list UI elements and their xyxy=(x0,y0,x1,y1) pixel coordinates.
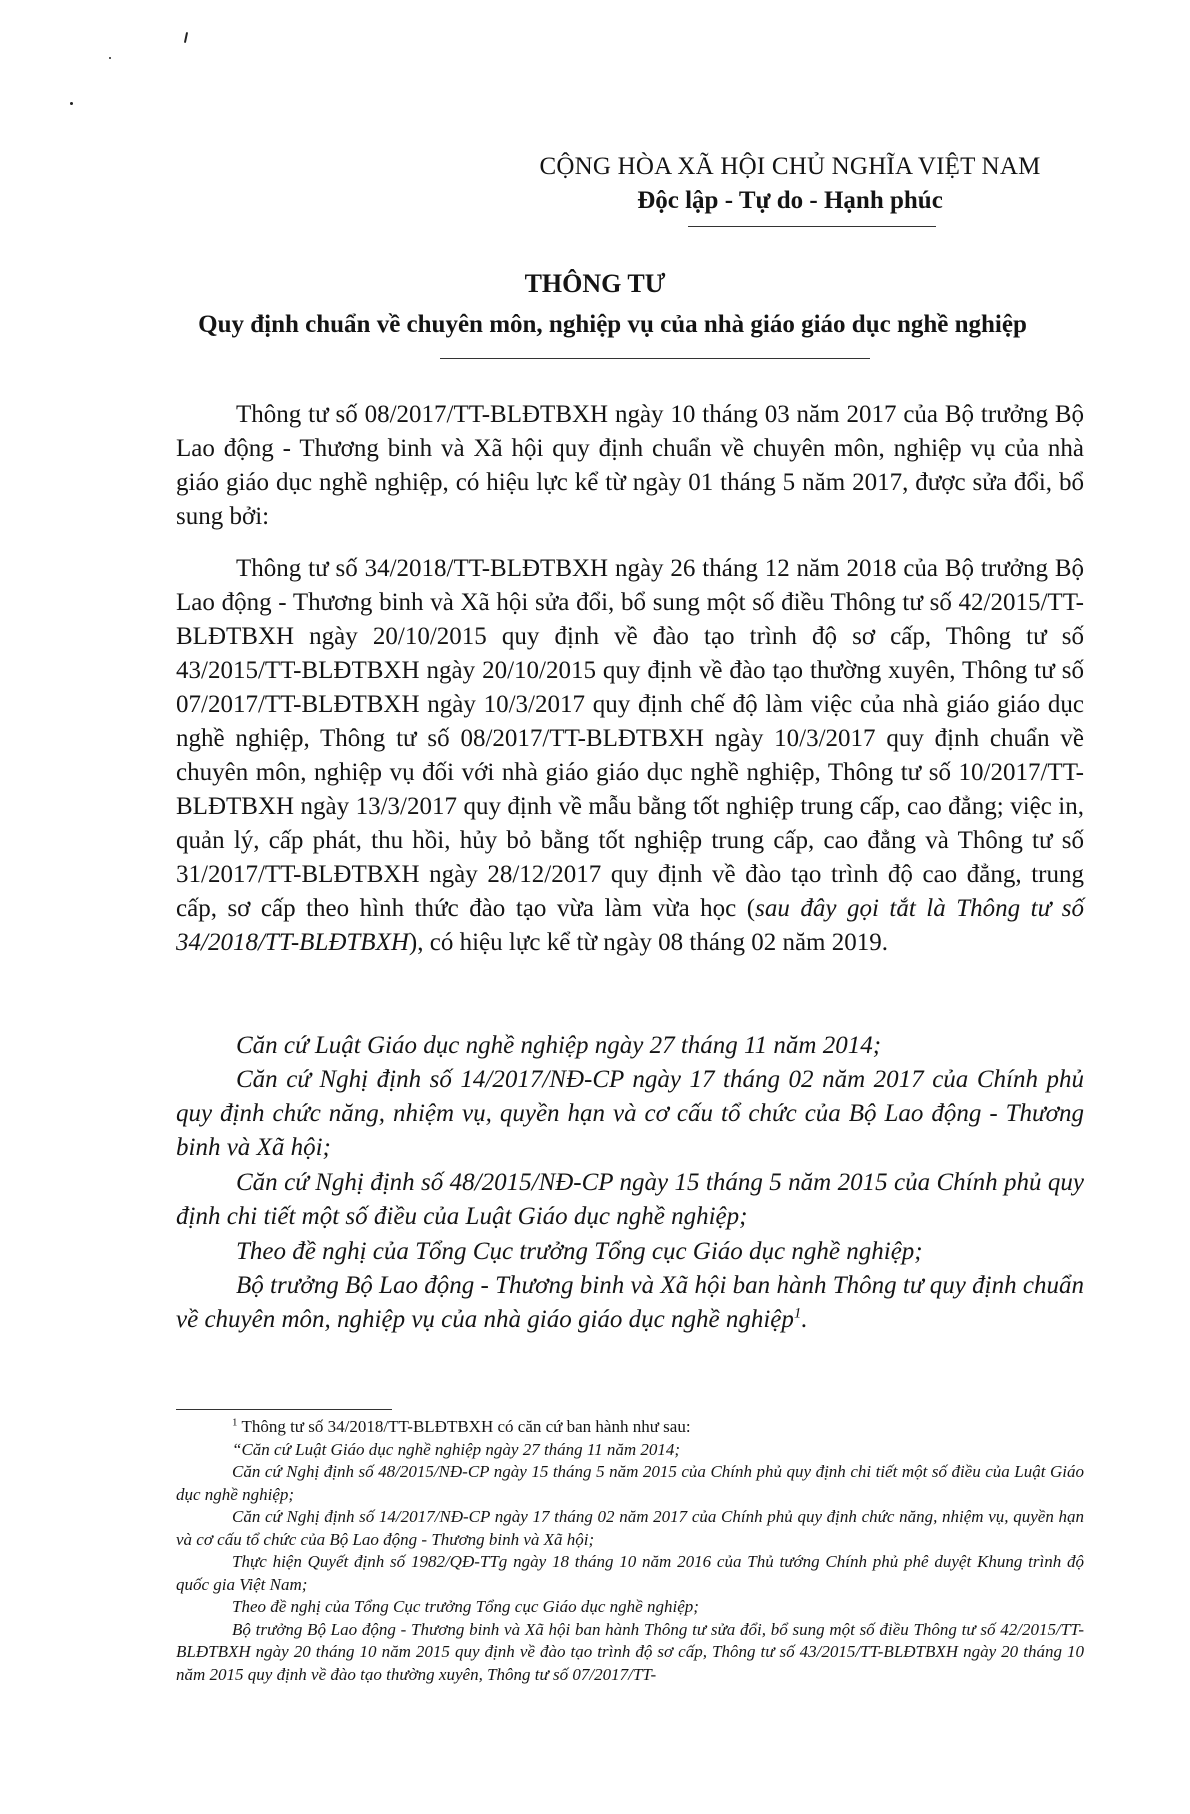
footnote-separator xyxy=(176,1409,392,1410)
paragraph-amendment xyxy=(176,552,1084,960)
footnote-line: Căn cứ Nghị định số 48/2015/NĐ-CP ngày 15 tháng 5 năm 2015 của Chính phủ quy định chi tiết một số điều của Luật Giáo dục nghề nghiệp; xyxy=(176,1462,1084,1504)
motto-underline xyxy=(688,226,936,227)
document-type: THÔNG TƯ xyxy=(524,269,666,298)
amendment-text: Thông tư số 34/2018/TT-BLĐTBXH ngày 26 tháng 12 năm 2018 của Bộ trưởng Bộ Lao động - Thương binh và Xã hội sửa đổi, bổ sung một số điều Thông tư số 42/2015/TT-BLĐTBXH ngày 20/10/2015 quy định về đào tạo trình độ sơ cấp, Thông tư số 43/2015/TT-BLĐTBXH ngày 20/10/2015 quy định về đào tạo thường xuyên, Thông tư số 07/2017/TT-BLĐTBXH ngày 10/3/2017 quy định chế độ làm việc của nhà giáo giáo dục nghề nghiệp, Thông tư số 08/2017/TT-BLĐTBXH ngày 10/3/2017 quy định chuẩn về chuyên môn, nghiệp vụ đối với nhà giáo giáo dục nghề nghiệp, Thông tư số 10/2017/TT-BLĐTBXH ngày 13/3/2017 quy định về mẫu bằng tốt nghiệp trung cấp, cao đẳng; việc in, quản lý, cấp phát, thu hồi, hủy bỏ bằng tốt nghiệp trung cấp, cao đẳng và Thông tư số 31/2017/TT-BLĐTBXH ngày 28/12/2017 quy định về đào tạo trình độ cao đẳng, trung cấp, sơ cấp theo hình thức đào tạo vừa làm vừa học ( xyxy=(176,555,1084,922)
motto-heading: Độc lập - Tự do - Hạnh phúc xyxy=(637,187,943,214)
proposal-line: Theo đề nghị của Tổng Cục trưởng Tổng cục Giáo dục nghề nghiệp; xyxy=(236,1238,923,1265)
scan-dot xyxy=(109,57,111,59)
footnote-line: “Căn cứ Luật Giáo dục nghề nghiệp ngày 27 tháng 11 năm 2014; xyxy=(232,1439,681,1459)
amendment-short-name: sau đây gọi tắt là Thông tư số 34/2018/TT-BLĐTBXH xyxy=(176,895,1084,956)
document-title: Quy định chuẩn về chuyên môn, nghiệp vụ của nhà giáo giáo dục nghề nghiệp xyxy=(198,311,1027,338)
footnote-line: Bộ trưởng Bộ Lao động - Thương binh và Xã hội ban hành Thông tư sửa đổi, bổ sung một số điều Thông tư số 42/2015/TT-BLĐTBXH ngày 20 tháng 10 năm 2015 quy định về đào tạo trình độ sơ cấp, Thông tư số 43/2015/TT-BLĐTBXH ngày 20 tháng 10 năm 2015 quy định về đào tạo thường xuyên, Thông tư số 07/2017/TT- xyxy=(176,1619,1084,1684)
footnote-line: Thực hiện Quyết định số 1982/QĐ-TTg ngày 18 tháng 10 năm 2016 của Thủ tướng Chính phủ phê duyệt Khung trình độ quốc gia Việt Nam; xyxy=(176,1552,1084,1594)
title-underline xyxy=(440,358,870,359)
footnote-reference: 1 xyxy=(793,1305,802,1322)
nation-heading: CỘNG HÒA XÃ HỘI CHỦ NGHĨA VIỆT NAM xyxy=(539,153,1041,180)
footnote-line: Căn cứ Nghị định số 14/2017/NĐ-CP ngày 17 tháng 02 năm 2017 của Chính phủ quy định chức năng, nhiệm vụ, quyền hạn và cơ cấu tổ chức của Bộ Lao động - Thương binh và Xã hội; xyxy=(176,1507,1084,1549)
legal-basis-law: Căn cứ Luật Giáo dục nghề nghiệp ngày 27 tháng 11 năm 2014; xyxy=(236,1032,882,1059)
amendment-effective: ), có hiệu lực kể từ ngày 08 tháng 02 năm 2019. xyxy=(408,929,888,956)
scan-mark xyxy=(184,32,188,43)
legal-basis-decree-48: Căn cứ Nghị định số 48/2015/NĐ-CP ngày 15 tháng 5 năm 2015 của Chính phủ quy định chi tiết một số điều của Luật Giáo dục nghề nghiệp; xyxy=(176,1169,1084,1230)
footnote-intro: $^1$ Thông tư số 34/2018/TT-BLĐTBXH có căn cứ ban hành như sau: xyxy=(232,1416,691,1436)
legal-basis-decree-14: Căn cứ Nghị định số 14/2017/NĐ-CP ngày 17 tháng 02 năm 2017 của Chính phủ quy định chức năng, nhiệm vụ, quyền hạn và cơ cấu tổ chức của Bộ Lao động - Thương binh và Xã hội; xyxy=(176,1066,1084,1161)
footnote xyxy=(176,1416,1084,1686)
scan-dot xyxy=(70,102,73,105)
paragraph-origin: Thông tư số 08/2017/TT-BLĐTBXH ngày 10 tháng 03 năm 2017 của Bộ trưởng Bộ Lao động - Thương binh và Xã hội quy định chuẩn về chuyên môn, nghiệp vụ của nhà giáo giáo dục nghề nghiệp, có hiệu lực kể từ ngày 01 tháng 5 năm 2017, được sửa đổi, bổ sung bởi: xyxy=(176,401,1084,530)
footnote-marker: 1 xyxy=(232,1416,238,1429)
footnote-line: Theo đề nghị của Tổng Cục trưởng Tổng cục Giáo dục nghề nghiệp; xyxy=(232,1597,699,1616)
promulgation-line: Bộ trưởng Bộ Lao động - Thương binh và Xã hội ban hành Thông tư quy định chuẩn về chuyên môn, nghiệp vụ của nhà giáo giáo dục nghề nghiệp$^1$. xyxy=(176,1272,1084,1333)
